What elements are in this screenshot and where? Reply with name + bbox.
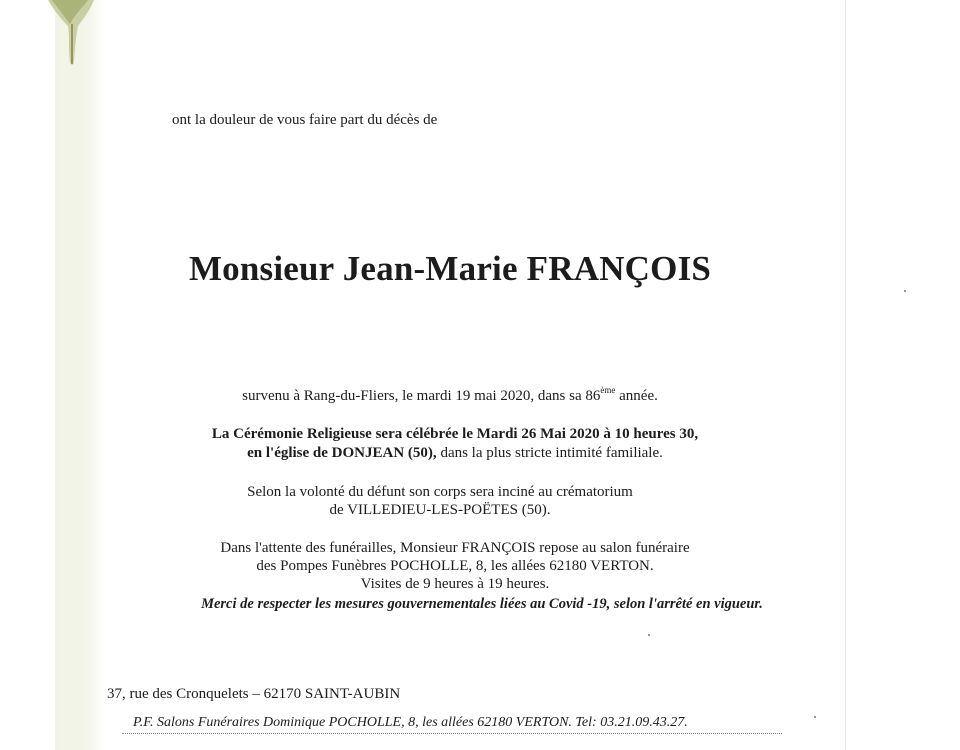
death-text: survenu à Rang-du-Fliers, le mardi 19 mai 2020, dans sa 86	[242, 388, 601, 404]
cremation-line-1: Selon la volonté du défunt son corps sera inciné au crématorium	[247, 484, 633, 500]
paper-speck	[814, 716, 816, 718]
death-details	[48, 386, 852, 406]
visitation-line-2: des Pompes Funèbres POCHOLLE, 8, les allées 62180 VERTON.	[256, 558, 654, 574]
paper-speck	[648, 634, 650, 636]
ordinal-suffix: ème	[600, 385, 616, 395]
cremation-line-2: de VILLEDIEU-LES-POËTES (50).	[329, 502, 551, 518]
ceremony-privacy-text: dans la plus stricte intimité familiale.	[436, 445, 663, 461]
announcement-text: ont la douleur de vous faire part du décès de	[172, 112, 438, 128]
death-text-end: année.	[615, 388, 658, 404]
visitation-line-1: Dans l'attente des funérailles, Monsieur FRANÇOIS repose au salon funéraire	[220, 540, 690, 556]
ceremony-line-1: La Cérémonie Religieuse sera célébrée le Mardi 26 Mai 2020 à 10 heures 30,	[211, 426, 699, 442]
leaf-decoration-icon	[44, 0, 94, 70]
paper-speck	[904, 290, 906, 292]
deceased-name: Monsieur Jean-Marie FRANÇOIS	[188, 249, 712, 288]
church-location: en l'église de DONJEAN (50),	[247, 445, 437, 461]
visitation-hours: Visites de 9 heures à 19 heures.	[360, 576, 550, 592]
paper-edge	[845, 0, 846, 750]
ceremony-line-2	[0, 443, 910, 463]
funeral-home-footer: P.F. Salons Funéraires Dominique POCHOLLE, 8, les allées 62180 VERTON. Tel: 03.21.09.43.27.	[133, 715, 688, 730]
covid-notice: Merci de respecter les mesures gouvernementales liées au Covid -19, selon l'arrêté en vigueur.	[201, 596, 763, 612]
family-address: 37, rue des Cronquelets – 62170 SAINT-AUBIN	[107, 686, 401, 702]
paper-margin-strip	[55, 0, 103, 750]
footer-divider	[122, 733, 782, 735]
